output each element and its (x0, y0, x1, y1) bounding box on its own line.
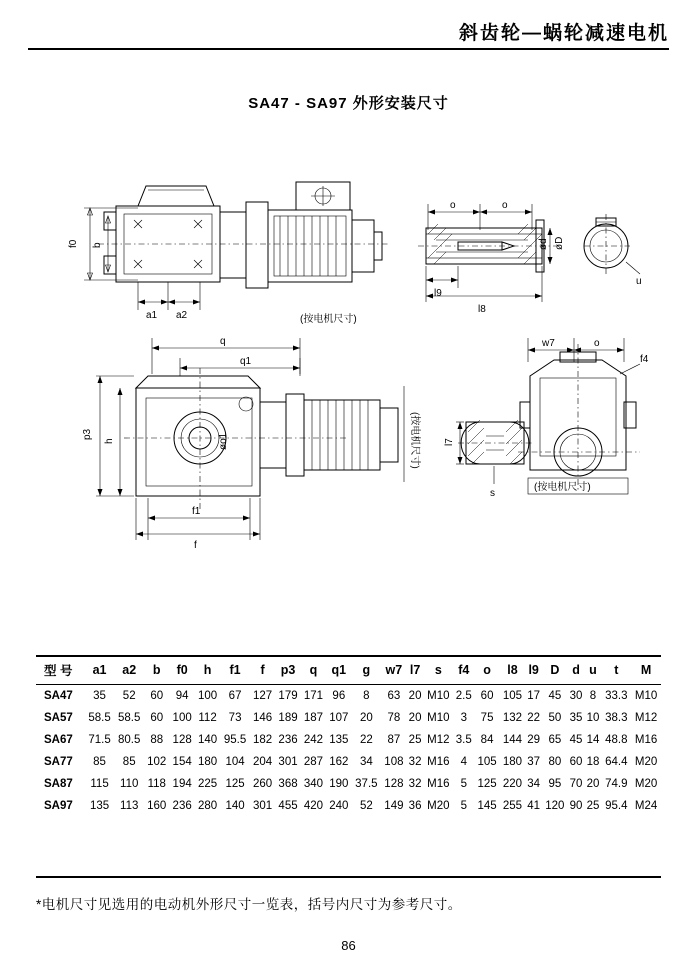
cell: M20 (634, 756, 658, 768)
cell: 5 (460, 778, 467, 790)
page-title: SA47 - SA97 外形安装尺寸 (248, 95, 449, 112)
col-header: 型 号 (44, 664, 73, 678)
cell: 58.5 (118, 712, 141, 724)
cell: 63 (387, 690, 401, 702)
page-header-title: 斜齿轮—蜗轮减速电机 (458, 23, 669, 44)
col-header: f0 (176, 663, 188, 677)
cell: M16 (427, 778, 450, 790)
cell: 5 (460, 800, 467, 812)
col-header: M (640, 663, 652, 677)
cell: 171 (303, 690, 324, 702)
dim-label-f: f (194, 540, 197, 551)
cell: 73 (228, 712, 242, 724)
cell: 145 (477, 800, 497, 812)
dim-label-a2: a2 (176, 310, 188, 321)
col-header: o (483, 663, 491, 677)
cell: 162 (329, 756, 349, 768)
col-header: h (203, 663, 212, 677)
cell: 80.5 (118, 734, 141, 746)
cell: 112 (198, 712, 217, 724)
cell: 105 (502, 690, 523, 702)
cell: 71.5 (88, 734, 111, 746)
cell: 10 (586, 712, 600, 724)
col-header: d (572, 663, 580, 677)
cell: 236 (172, 800, 192, 812)
dim-label-l9: l9 (434, 288, 442, 299)
cell: 180 (197, 756, 218, 768)
cell: 132 (502, 712, 523, 724)
table-row (36, 729, 661, 751)
cell: 50 (548, 712, 562, 724)
dim-label-l8: l8 (478, 304, 486, 315)
cell: 95.4 (605, 800, 628, 812)
cell: M12 (427, 734, 450, 746)
col-header: D (550, 663, 560, 677)
cell: 301 (253, 800, 273, 812)
cell: 368 (278, 778, 298, 790)
cell: 187 (303, 712, 324, 724)
cell: 87 (387, 734, 401, 746)
note-motor-dims-3: (按电机尺寸) (534, 482, 591, 493)
technical-drawing (28, 150, 669, 630)
col-header: w7 (385, 663, 403, 677)
dim-label-q: q (220, 336, 226, 347)
dim-label-o-2: o (502, 200, 508, 211)
col-header: l9 (528, 663, 539, 677)
col-header: p3 (280, 663, 296, 677)
cell: 75 (480, 712, 494, 724)
cell: 32 (408, 778, 422, 790)
cell: M20 (427, 800, 450, 812)
cell: 70 (569, 778, 583, 790)
cell: 78 (387, 712, 401, 724)
dim-label-a1: a1 (146, 310, 158, 321)
cell: 36 (408, 800, 422, 812)
cell: 65 (548, 734, 562, 746)
cell: M20 (634, 778, 658, 790)
cell: M10 (427, 690, 450, 702)
cell: 32 (408, 756, 422, 768)
cell: 30 (569, 690, 583, 702)
dim-label-b: b (92, 242, 103, 248)
spec-table-head (36, 655, 661, 685)
cell: 180 (502, 756, 523, 768)
cell: 107 (329, 712, 349, 724)
dim-label-f4: f4 (640, 354, 649, 365)
cell: 260 (253, 778, 273, 790)
cell: 22 (359, 734, 373, 746)
cell: 38.3 (605, 712, 628, 724)
cell: 301 (278, 756, 298, 768)
dim-label-f1: f1 (192, 506, 201, 517)
cell: 140 (197, 734, 218, 746)
cell: 41 (527, 800, 541, 812)
cell: 118 (147, 778, 166, 790)
col-header: a1 (92, 663, 107, 677)
col-header: f1 (229, 663, 241, 677)
table-row (36, 707, 661, 729)
header-divider (28, 48, 669, 50)
dim-label-s: s (490, 488, 495, 499)
cell: M24 (634, 800, 658, 812)
cell: M16 (427, 756, 450, 768)
cell: 20 (408, 712, 422, 724)
dim-label-o-3: o (594, 338, 600, 349)
table-header-row (36, 655, 661, 685)
cell: 179 (278, 690, 298, 702)
cell: 33.3 (605, 690, 628, 702)
cell: 100 (197, 690, 218, 702)
cell: 190 (329, 778, 349, 790)
cell-model: SA97 (44, 800, 73, 812)
cell: 144 (502, 734, 523, 746)
cell: M16 (634, 734, 658, 746)
cell: 94 (175, 690, 189, 702)
cell: 60 (480, 690, 494, 702)
cell: 74.9 (605, 778, 628, 790)
dim-label-o1: øo1 (218, 432, 229, 450)
cell-model: SA57 (44, 712, 73, 724)
cell: 85 (122, 756, 136, 768)
cell: 2.5 (455, 690, 472, 702)
cell: 85 (93, 756, 106, 768)
col-header: g (362, 663, 371, 677)
cell: 48.8 (605, 734, 628, 746)
cell: 20 (359, 712, 373, 724)
cell: 127 (253, 690, 273, 702)
cell: 455 (278, 800, 298, 812)
cell: 3 (460, 712, 467, 724)
cell: 3.5 (455, 734, 472, 746)
cell: 204 (253, 756, 273, 768)
cell: 120 (545, 800, 565, 812)
col-header: f4 (458, 663, 470, 677)
col-header: q1 (331, 663, 347, 677)
cell: 287 (303, 756, 324, 768)
cell-model: SA47 (44, 690, 73, 702)
cell: 17 (527, 690, 541, 702)
cell: 25 (408, 734, 422, 746)
cell: 140 (225, 800, 245, 812)
cell: 29 (527, 734, 541, 746)
table-bottom-rule (36, 876, 661, 878)
dim-label-d: ød (538, 238, 549, 250)
dim-label-u: u (636, 276, 642, 287)
col-header: b (152, 663, 161, 677)
cell: 4 (460, 756, 467, 768)
cell: 60 (150, 690, 164, 702)
cell: 110 (120, 778, 139, 790)
cell: 52 (359, 800, 373, 812)
cell: 182 (253, 734, 273, 746)
cell: 67 (228, 690, 242, 702)
cell: 88 (150, 734, 164, 746)
page-number: 86 (341, 938, 356, 953)
cell: 255 (502, 800, 523, 812)
cell: M10 (634, 690, 658, 702)
col-header: u (589, 663, 597, 677)
cell: 100 (172, 712, 192, 724)
cell: 149 (384, 800, 404, 812)
cell: 104 (225, 756, 245, 768)
cell: 135 (89, 800, 110, 812)
table-row (36, 795, 661, 817)
cell: 18 (586, 756, 600, 768)
cell: 60 (569, 756, 583, 768)
cell: 90 (569, 800, 583, 812)
cell: 135 (329, 734, 349, 746)
cell: 95.5 (223, 734, 247, 746)
cell: 80 (548, 756, 562, 768)
cell: 115 (90, 778, 109, 790)
cell: 35 (93, 690, 106, 702)
cell: 194 (172, 778, 192, 790)
col-header: l7 (409, 663, 421, 677)
cell: 240 (329, 800, 349, 812)
cell: 154 (172, 756, 192, 768)
cell: 45 (569, 734, 583, 746)
dim-label-od: øD (554, 236, 565, 250)
cell: 20 (408, 690, 422, 702)
note-motor-dims-1: (按电机尺寸) (300, 314, 357, 325)
cell: 96 (332, 690, 346, 702)
col-header: l8 (507, 663, 518, 677)
cell: 125 (477, 778, 497, 790)
cell: 25 (586, 800, 600, 812)
spec-table-body (36, 685, 661, 817)
cell: 125 (225, 778, 245, 790)
cell: 220 (502, 778, 523, 790)
col-header: t (614, 663, 619, 677)
cell: 102 (147, 756, 167, 768)
cell: 84 (480, 734, 494, 746)
cell: 37 (527, 756, 541, 768)
cell: 34 (359, 756, 373, 768)
cell-model: SA77 (44, 756, 73, 768)
spec-table (36, 655, 661, 817)
dim-label-q1: q1 (240, 356, 252, 367)
cell: 146 (253, 712, 273, 724)
cell: 64.4 (605, 756, 628, 768)
table-row (36, 685, 661, 707)
cell-model: SA87 (44, 778, 73, 790)
dim-label-h: h (104, 438, 115, 444)
cell: 225 (197, 778, 218, 790)
cell: 340 (303, 778, 324, 790)
cell: 45 (548, 690, 562, 702)
cell: 105 (477, 756, 497, 768)
cell: M10 (427, 712, 450, 724)
cell: 14 (586, 734, 600, 746)
dim-label-p3: p3 (82, 428, 93, 440)
cell: 22 (527, 712, 541, 724)
dim-label-f0: f0 (68, 239, 79, 248)
cell: 58.5 (88, 712, 111, 724)
cell: 8 (363, 690, 370, 702)
cell: 37.5 (355, 778, 378, 790)
cell: 128 (384, 778, 404, 790)
cell: 108 (384, 756, 404, 768)
cell: 280 (197, 800, 218, 812)
cell: 20 (586, 778, 600, 790)
cell-model: SA67 (44, 734, 73, 746)
dim-label-w7: w7 (542, 338, 555, 349)
cell: 189 (278, 712, 298, 724)
cell: M12 (634, 712, 658, 724)
cell: 95 (548, 778, 562, 790)
dim-label-l7: l7 (444, 438, 455, 446)
col-header: a2 (122, 663, 137, 677)
cell: 113 (120, 800, 139, 812)
dim-label-o-1: o (450, 200, 456, 211)
cell: 8 (589, 690, 597, 702)
cell: 34 (527, 778, 541, 790)
cell: 236 (278, 734, 298, 746)
cell: 60 (150, 712, 164, 724)
table-row (36, 751, 661, 773)
note-motor-dims-2: (按电机尺寸) (409, 412, 420, 469)
cell: 128 (172, 734, 192, 746)
footnote: *电机尺寸见选用的电动机外形尺寸一览表，括号内尺寸为参考尺寸。 (36, 897, 462, 912)
col-header: q (309, 663, 318, 677)
cell: 242 (303, 734, 324, 746)
col-header: f (260, 663, 265, 677)
cell: 160 (147, 800, 167, 812)
cell: 52 (122, 690, 136, 702)
spec-table-container (36, 655, 661, 817)
table-row (36, 773, 661, 795)
col-header: s (434, 663, 442, 677)
cell: 35 (569, 712, 583, 724)
cell: 420 (303, 800, 324, 812)
